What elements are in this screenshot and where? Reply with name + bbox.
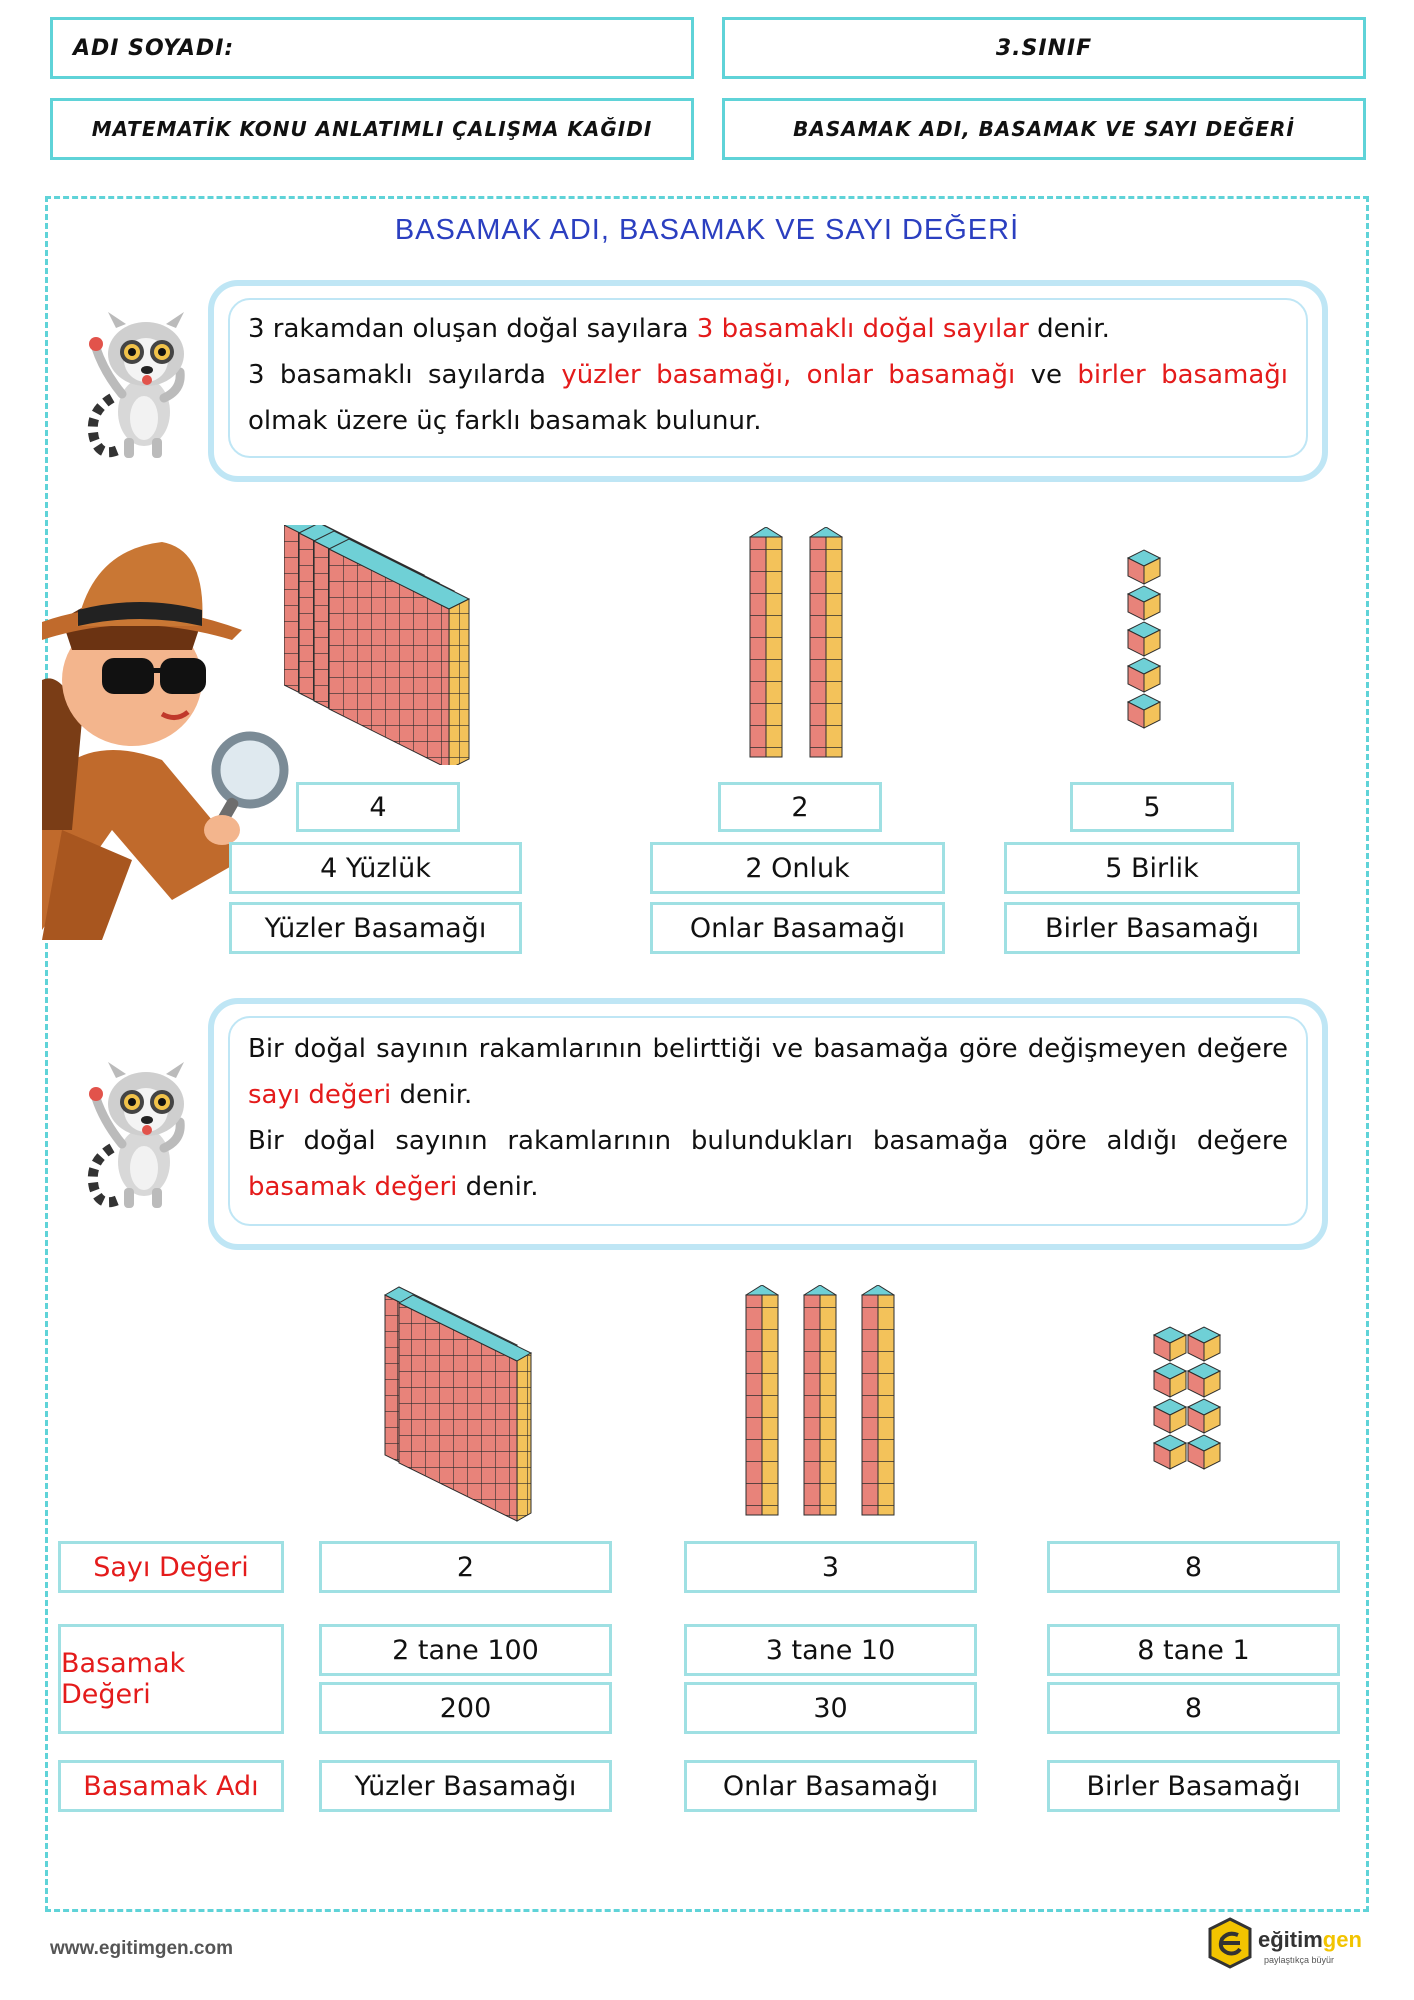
digit-value-cell-hundreds: 2 [319,1541,612,1593]
row-label-place-value: Basamak Değeri [58,1624,284,1734]
highlight-3-digit: 3 basamaklı doğal sayılar [696,314,1029,344]
highlight-ones: birler basamağı [1077,360,1288,390]
row-label-digit-value: Sayı Değeri [58,1541,284,1593]
hundreds-digit-cell: 4 [296,782,460,832]
info-text-2: Bir doğal sayının rakamlarının belirttiği ve basamağa göre değişmeyen değere sayı değeri denir. Bir doğal sayının rakamlarının bulundukları basamağa göre aldığı değere basamak değeri denir. [248,1034,1288,1202]
brand-name: eğitimgen [1258,1927,1362,1952]
highlight-hundreds-tens: yüzler basamağı, onlar basamağı [561,360,1016,390]
ones-digit-cell: 5 [1070,782,1234,832]
topic-box [722,98,1366,160]
tens-digit-cell: 2 [718,782,882,832]
highlight-place-value: basamak değeri [248,1172,458,1202]
topic-label: BASAMAK ADI, BASAMAK VE SAYI DEĞERİ [793,117,1295,141]
grade-label: 3.SINIF [995,35,1093,61]
tens-count-cell: 2 Onluk [650,842,945,894]
worksheet-type-box [50,98,694,160]
name-label: ADI SOYADI: [73,35,235,61]
tens-blocks-illustration-2 [744,1285,914,1525]
highlight-digit-value: sayı değeri [248,1080,392,1110]
ones-place-cell: Birler Basamağı [1004,902,1300,954]
tens-place-cell: Onlar Basamağı [650,902,945,954]
place-value-cell-hundreds: 200 [319,1682,612,1734]
place-value-cell-tens: 30 [684,1682,977,1734]
hundreds-blocks-illustration-2 [383,1283,553,1523]
place-name-cell-hundreds: Yüzler Basamağı [319,1760,612,1812]
digit-value-cell-ones: 8 [1047,1541,1340,1593]
place-expr-cell-ones: 8 tane 1 [1047,1624,1340,1676]
place-name-cell-tens: Onlar Basamağı [684,1760,977,1812]
place-expr-cell-tens: 3 tane 10 [684,1624,977,1676]
row-label-place-name: Basamak Adı [58,1760,284,1812]
lemur-mascot-illustration [82,302,202,460]
footer-url[interactable]: www.egitimgen.com [50,1938,233,1959]
place-name-cell-ones: Birler Basamağı [1047,1760,1340,1812]
hundreds-place-cell: Yüzler Basamağı [229,902,522,954]
ones-count-cell: 5 Birlik [1004,842,1300,894]
ones-blocks-illustration [1124,548,1168,738]
worksheet-type-label: MATEMATİK KONU ANLATIMLI ÇALIŞMA KAĞIDI [91,117,653,141]
place-expr-cell-hundreds: 2 tane 100 [319,1624,612,1676]
name-field[interactable] [50,17,694,79]
brand-slogan: paylaştıkça büyür [1264,1955,1335,1965]
tens-blocks-illustration [748,527,858,767]
lemur-mascot-illustration-2 [82,1052,202,1210]
hundreds-blocks-illustration [284,525,474,765]
ones-blocks-illustration-2 [1150,1325,1230,1485]
grade-box [722,17,1366,79]
egitimgen-logo [1208,1917,1364,1973]
hundreds-count-cell: 4 Yüzlük [229,842,522,894]
place-value-cell-ones: 8 [1047,1682,1340,1734]
info-text-1: 3 rakamdan oluşan doğal sayılara 3 basamaklı doğal sayılar denir. 3 basamaklı sayılarda yüzler basamağı, onlar basamağı ve birler basamağı olmak üzere üç farklı basamak bulunur. [248,314,1288,436]
page-title: BASAMAK ADI, BASAMAK VE SAYI DEĞERİ [394,214,1020,246]
digit-value-cell-tens: 3 [684,1541,977,1593]
